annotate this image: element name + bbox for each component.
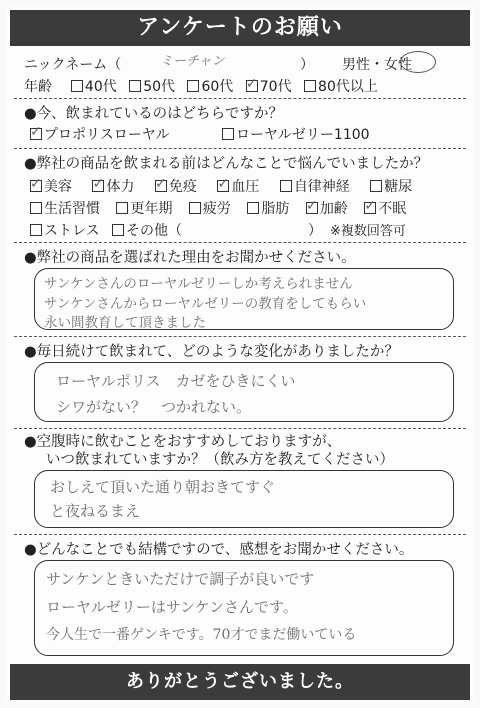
q2-checkbox[interactable] (247, 202, 259, 214)
divider (14, 148, 466, 149)
q2-checkbox[interactable] (189, 202, 201, 214)
q2-checkbox[interactable] (92, 180, 104, 192)
divider (14, 428, 466, 429)
q2-checkbox[interactable] (306, 202, 318, 214)
q1-question: ●今、飲まれているのはどちらですか？ (24, 106, 284, 122)
divider (14, 98, 466, 99)
q2-checkbox[interactable] (370, 180, 382, 192)
q6-question: ●どんなことでも結構ですので、感想をお聞かせください。 (24, 542, 414, 558)
q2-option[interactable]: ✓美容 (30, 176, 72, 196)
age-checkbox-40[interactable] (71, 80, 83, 92)
age-label: 年齢 (24, 79, 52, 95)
q2-option[interactable]: ✓ 血圧 (217, 176, 259, 196)
q2-checkbox[interactable] (112, 224, 124, 236)
q2-checkbox[interactable] (30, 224, 42, 236)
q3-answer-line: 永い間教育して頂きました (44, 315, 206, 331)
q5-answer-line: と夜ねるまえ (50, 502, 141, 520)
q2-option[interactable]: ✓ 体力 (92, 176, 134, 196)
survey-title: アンケートのお願い (10, 10, 470, 46)
q3-answer-line: サンケンさんからローヤルゼリーの教育をしてもらい (44, 296, 367, 312)
q2-other-close: ） (308, 223, 322, 239)
q2-option[interactable]: ✓ 不眠 (364, 198, 406, 218)
age-checkbox-50[interactable] (129, 80, 141, 92)
q6-answer-line: ローヤルゼリーはサンケンさんです。 (46, 598, 298, 616)
age-option[interactable]: 40代 (71, 76, 117, 96)
q2-question: ●弊社の商品を飲まれる前はどんなことで悩んでいましたか？ (24, 156, 429, 172)
q2-option[interactable]: 更年期 (116, 198, 172, 218)
q1-checkbox-propolis[interactable] (30, 128, 42, 140)
q2-option[interactable]: ✓ 免疫 (155, 176, 197, 196)
divider (14, 336, 466, 337)
age-option[interactable]: 60代 (187, 76, 233, 96)
q6-answer-line: 今人生で一番ゲンキです。70才でまだ働いている (46, 627, 357, 643)
nickname-value[interactable]: ミーチャン (160, 54, 225, 69)
q2-option[interactable]: その他（ (112, 220, 182, 240)
q2-option[interactable]: 脂肪 (247, 198, 289, 218)
thanks-footer: ありがとうございました。 (10, 664, 470, 700)
q2-checkbox[interactable] (30, 202, 42, 214)
q5-answer-line: おしえて頂いた通り朝おきてすぐ (50, 478, 276, 496)
q5-question-line-1: ●空腹時に飲むことをおすすめしておりますが、 (24, 434, 342, 450)
q2-option[interactable]: 糖尿 (370, 176, 412, 196)
q2-checkbox[interactable] (217, 180, 229, 192)
q3-question: ●弊社の商品を選ばれた理由をお聞かせください。 (24, 250, 356, 266)
nickname-close: ） (300, 57, 314, 73)
q1-option[interactable]: ✓プロポリスローヤル (30, 124, 170, 144)
q4-question: ●毎日続けて飲まれて、どのような変化がありましたか？ (24, 344, 399, 360)
age-checkbox-70[interactable] (246, 80, 258, 92)
gender-circle-mark (400, 51, 436, 73)
q1-option[interactable]: ローヤルゼリー1100 (222, 124, 370, 144)
q2-row-1 (30, 176, 420, 196)
nickname-row (24, 54, 121, 74)
q2-option[interactable]: ストレス (30, 220, 100, 240)
q2-checkbox[interactable] (155, 180, 167, 192)
q2-option[interactable]: 疲労 (189, 198, 231, 218)
q2-checkbox[interactable] (30, 180, 42, 192)
q2-checkbox[interactable] (364, 202, 376, 214)
q2-note: ※複数回答可 (330, 224, 406, 239)
q2-option[interactable]: 生活習慣 (30, 198, 100, 218)
age-option[interactable]: 80代以上 (304, 76, 378, 96)
q3-answer-line: サンケンさんのローヤルゼリーしか考えられません (44, 276, 353, 292)
q5-question-line-2: いつ飲まれていますか？（飲み方を教えてください） (46, 452, 394, 468)
age-option[interactable]: ✓ 70代 (246, 76, 292, 96)
q2-row-2 (30, 198, 414, 218)
age-checkbox-80[interactable] (304, 80, 316, 92)
q4-answer-line: ローヤルポリス カゼをひきにくい (56, 372, 296, 390)
nickname-label: ニックネーム（ (24, 57, 122, 73)
divider (14, 242, 466, 243)
q2-checkbox[interactable] (116, 202, 128, 214)
age-option[interactable]: 50代 (129, 76, 175, 96)
divider (14, 534, 466, 535)
gender-options[interactable]: 男性・女性 (342, 57, 412, 73)
q2-row-3 (30, 220, 182, 240)
q2-option[interactable]: ✓ 加齢 (306, 198, 348, 218)
q1-checkbox-royal-jelly[interactable] (222, 128, 234, 140)
q1-options (30, 124, 378, 144)
q2-option[interactable]: 自律神経 (280, 176, 350, 196)
age-checkbox-60[interactable] (187, 80, 199, 92)
q2-checkbox[interactable] (280, 180, 292, 192)
q6-answer-line: サンケンときいただけで調子が良いです (46, 570, 315, 588)
q4-answer-line: シワがない？ つかれない。 (56, 398, 252, 416)
age-row (24, 76, 386, 96)
